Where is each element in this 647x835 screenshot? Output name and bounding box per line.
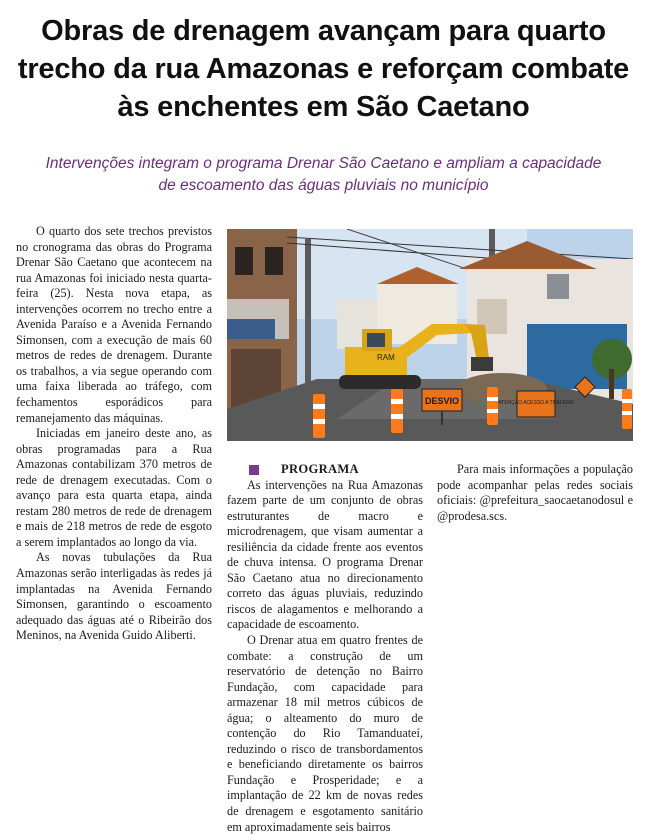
section-heading	[249, 462, 423, 478]
paragraph-2: Iniciadas em janeiro deste ano, as obras programadas para a Rua Amazonas contabilizam 370 metros de rede de drenagem executadas. Com o avanço para esta quarta etapa, ainda restam 280 metros de rede de drenagem e mais de 218 metros de rede de esgoto a serem implantados ao longo da via.	[16, 426, 212, 549]
section-bullet-icon	[249, 465, 259, 475]
section-paragraph-3: Para mais informações a população pode acompanhar pelas redes sociais oficiais: @prefeitura_saocaetanodosul e @prodesa.scs.	[437, 462, 633, 523]
desvio-sign: DESVIO	[424, 396, 460, 406]
construction-photo	[227, 229, 633, 441]
excavator-brand-text: RAM	[377, 353, 395, 362]
section-title: PROGRAMA	[281, 462, 359, 476]
section-paragraph-2: O Drenar atua em quatro frentes de combate: a construção de um reservatório de detenção no Bairro Fundação, com capacidade para armazenar 18 mil metros cúbicos de água; o alteamento do muro de contenção do Rio Tamanduateí, reduzindo o risco de transbordamentos e beneficiando diretamente os bairros Fundação e Prosperidade; e a implantação de 22 km de novas redes de drenagem e esgotamento sanitário em aproximadamente seis bairros	[227, 633, 423, 834]
column-2	[227, 462, 423, 835]
attention-sign: ATENÇÃO ACESSO A TRÁFEGO	[498, 400, 574, 406]
article-subheadline: Intervenções integram o programa Drenar São Caetano e ampliam a capacidade de escoamento das águas pluviais no município	[45, 155, 602, 194]
section-paragraph-1: As intervenções na Rua Amazonas fazem parte de um conjunto de obras estruturantes de macro e microdrenagem, que visam aumentar a resiliência da cidade frente aos eventos de chuva intensa. O programa Drenar São Caetano atua no direcionamento correto das águas pluviais, reduzindo riscos de alagamentos e melhorando a capacidade de escoamento.	[227, 477, 423, 632]
article-headline: Obras de drenagem avançam para quarto trecho da rua Amazonas e reforçam combate às enchentes em São Caetano	[17, 15, 630, 123]
column-3	[437, 462, 633, 524]
column-1	[16, 224, 212, 644]
paragraph-1: O quarto dos sete trechos previstos no cronograma das obras do Programa Drenar São Caetano que acontecem na rua Amazonas foi iniciado nesta quarta-feira (25). Nesta nova etapa, as intervenções ocorrem no trecho entre a Avenida Paraíso e a Avenida Fernando Simonsen, com a execução de mais 60 metros de redes de drenagem. Durante os trabalhos, a via segue operando com uma faixa liberada ao tráfego, com fechamentos esporádicos para remanejamento das máquinas.	[16, 224, 212, 425]
paragraph-3: As novas tubulações da Rua Amazonas serão interligadas às redes já implantadas na Avenida Fernando Simonsen, garantindo o escoamento adequado das águas até o Ribeirão dos Meninos, na Avenida Guido Aliberti.	[16, 550, 212, 643]
